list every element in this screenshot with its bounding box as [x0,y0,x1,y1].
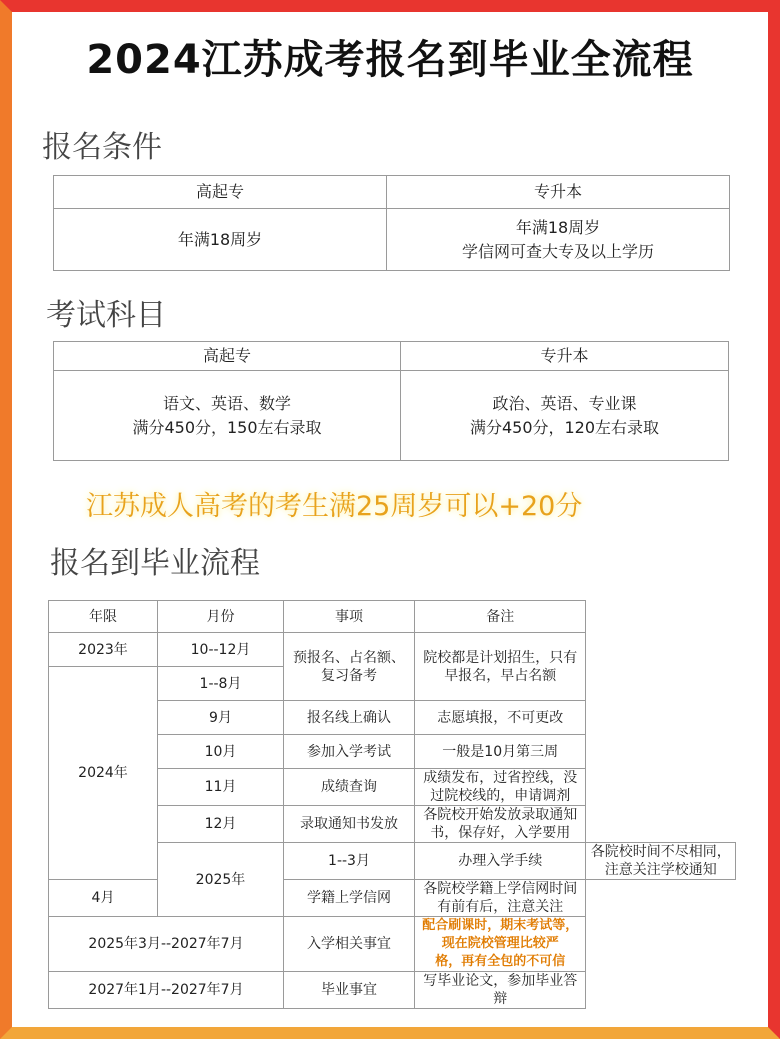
conditions-zsb [387,209,730,271]
item-line: 预报名、占名额、 [293,649,405,666]
month-cell: 11月 [158,769,284,806]
table-row [49,917,736,972]
item-line: 复习备考 [321,667,377,684]
note-cell: 写毕业论文，参加毕业答辩 [415,972,586,1009]
conditions-table [53,175,730,271]
note-cell: 各院校学籍上学信网时间有前有后，注意关注 [415,880,586,917]
note-cell: 志愿填报，不可更改 [415,701,586,735]
item-cell [284,633,415,701]
period-cell: 2027年1月--2027年7月 [49,972,284,1009]
month-cell: 9月 [158,701,284,735]
month-cell: 1--8月 [158,667,284,701]
month-cell: 10--12月 [158,633,284,667]
conditions-zsb-line1: 年满18周岁 [515,217,601,237]
month-cell: 10月 [158,735,284,769]
month-cell: 4月 [49,880,158,917]
item-cell: 录取通知书发放 [284,806,415,843]
section-heading-conditions: 报名条件 [42,130,162,165]
table-row [49,972,736,1009]
subjects-zsb [401,371,729,461]
subjects-header-gqz: 高起专 [54,342,401,371]
process-header-month: 月份 [158,601,284,633]
highlight-line: 格，再有全包的不可信 [435,954,566,969]
table-row [49,880,736,917]
item-cell: 成绩查询 [284,769,415,806]
item-cell: 学籍上学信网 [284,880,415,917]
year-2025: 2025年 [158,843,284,917]
conditions-header-zsb: 专升本 [387,176,730,209]
subjects-zsb-line2: 满分450分，120左右录取 [469,417,660,437]
section-heading-process: 报名到毕业流程 [50,546,260,581]
subjects-zsb-line1: 政治、英语、专业课 [492,393,637,413]
table-row [49,633,736,667]
conditions-gqz: 年满18周岁 [54,209,387,271]
item-cell: 办理入学手续 [415,843,586,880]
item-cell: 毕业事宜 [284,972,415,1009]
note-cell: 院校都是计划招生，只有早报名，早占名额 [415,633,586,701]
item-cell: 入学相关事宜 [284,917,415,972]
section-heading-subjects: 考试科目 [46,298,166,333]
age-bonus-note: 江苏成人高考的考生满25周岁可以+20分 [86,491,583,522]
process-header-item: 事项 [284,601,415,633]
subjects-table [53,341,729,461]
process-table [48,600,736,1009]
note-cell: 各院校时间不尽相同，注意关注学校通知 [586,843,736,880]
subjects-header-zsb: 专升本 [401,342,729,371]
process-header-note: 备注 [415,601,586,633]
month-cell: 1--3月 [284,843,415,880]
conditions-header-gqz: 高起专 [54,176,387,209]
month-cell: 12月 [158,806,284,843]
poster-title: 2024江苏成考报名到毕业全流程 [86,37,694,83]
note-cell: 各院校开始发放录取通知书，保存好，入学要用 [415,806,586,843]
item-cell: 参加入学考试 [284,735,415,769]
year-2024: 2024年 [49,667,158,880]
conditions-zsb-line2: 学信网可查大专及以上学历 [461,241,654,261]
year-2023: 2023年 [49,633,158,667]
item-cell: 报名线上确认 [284,701,415,735]
highlight-line: 配合刷课时，期末考试等，现在院校管理比较严 [422,918,579,951]
subjects-gqz-line1: 语文、英语、数学 [162,393,291,413]
note-cell-highlight [415,917,586,972]
subjects-gqz-line2: 满分450分，150左右录取 [132,417,322,437]
period-cell: 2025年3月--2027年7月 [49,917,284,972]
note-cell: 一般是10月第三周 [415,735,586,769]
note-cell: 成绩发布，过省控线，没过院校线的，申请调剂 [415,769,586,806]
process-header-year: 年限 [49,601,158,633]
subjects-gqz [54,371,401,461]
